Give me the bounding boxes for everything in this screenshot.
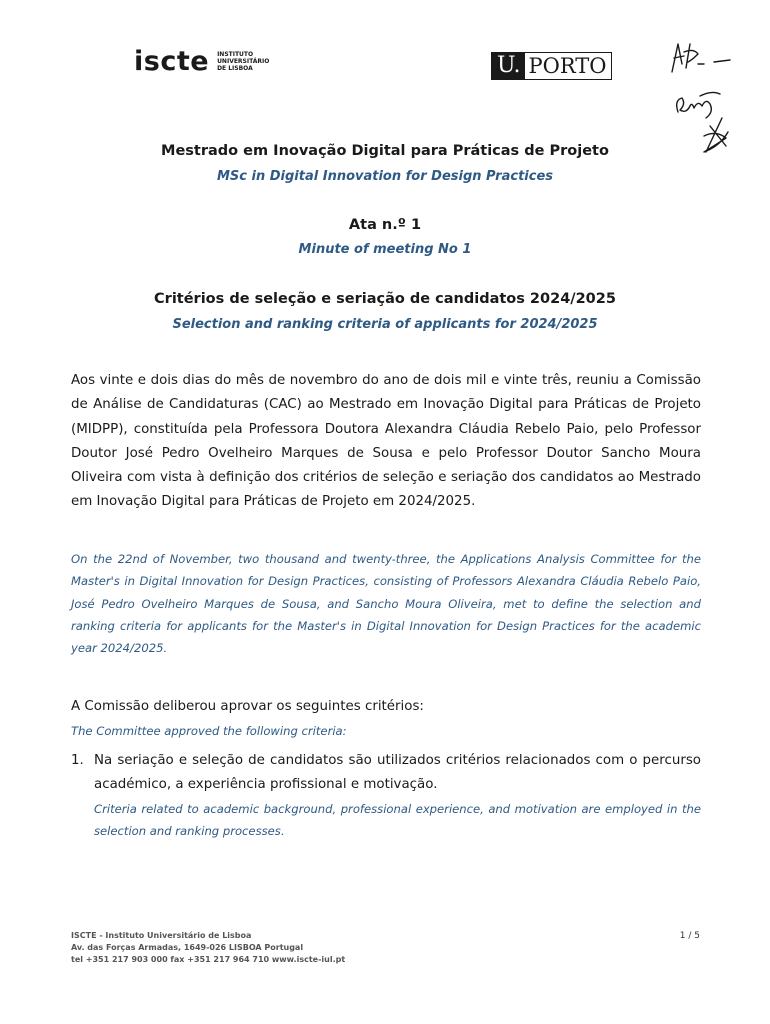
iscte-subtitle-line: UNIVERSITÁRIO — [217, 58, 270, 65]
iscte-subtitle-line: INSTITUTO — [217, 51, 254, 58]
footer-line: tel +351 217 903 000 fax +351 217 964 710 www.iscte-iul.pt — [71, 955, 346, 964]
uporto-logo-text: PORTO — [528, 54, 607, 78]
uporto-logo — [491, 52, 612, 80]
footer-line: ISCTE - Instituto Universitário de Lisboa — [71, 931, 252, 940]
iscte-subtitle — [217, 51, 277, 72]
list-item-text-pt: Na seriação e seleção de candidatos são utilizados critérios relacionados com o percurso académico, a experiência profissional e motivação. — [94, 753, 701, 793]
intro-paragraph-pt: Aos vinte e dois dias do mês de novembro do ano de dois mil e vinte três, reuniu a Comissão de Análise de Candidaturas (CAC) ao Mestrado em Inovação Digital para Práticas de Projeto (MIDPP), constituída pela Professora Doutora Alexandra Cláudia Rebelo Paio, pelo Professor Doutor José Pedro Ovelheiro Marques de Sousa e pelo Professor Doutor Sancho Moura Oliveira com vista à definição dos critérios de seleção e seriação dos candidatos ao Mestrado em Inovação Digital para Práticas de Projeto em 2024/2025. — [71, 373, 701, 510]
program-title-pt: Mestrado em Inovação Digital para Práticas de Projeto — [161, 143, 609, 159]
uporto-logo-letter: U. — [492, 53, 525, 79]
minute-title-en: Minute of meeting No 1 — [298, 242, 472, 257]
footer-line: Av. das Forças Armadas, 1649-026 LISBOA Portugal — [71, 943, 304, 952]
page-number: 1 / 5 — [679, 931, 700, 941]
approved-statement-en: The Committee approved the following criteria: — [71, 724, 347, 738]
approved-statement-pt: A Comissão deliberou aprovar os seguintes critérios: — [71, 699, 424, 714]
intro-paragraph-en: On the 22nd of November, two thousand and twenty-three, the Applications Analysis Committee for the Master's in Digital Innovation for Design Practices, consisting of Professors Alexandra Cláudia Rebelo Paio, José Pedro Ovelheiro Marques de Sousa, and Sancho Moura Oliveira, met to define the selection and ranking criteria for applicants for the Master's in Digital Innovation for Design Practices for the academic year 2024/2025. — [71, 552, 701, 656]
program-title-en: MSc in Digital Innovation for Design Practices — [216, 169, 553, 184]
iscte-logo — [134, 48, 277, 75]
list-item-number: 1. — [71, 753, 84, 768]
criteria-title-en: Selection and ranking criteria of applicants for 2024/2025 — [172, 317, 598, 332]
footer-address — [71, 930, 345, 966]
list-item-text-en: Criteria related to academic background, professional experience, and motivation are employed in the selection and ranking processes. — [94, 802, 701, 839]
iscte-wordmark: iscte — [134, 46, 210, 77]
minute-title-pt: Ata n.º 1 — [348, 217, 422, 233]
iscte-subtitle-line: DE LISBOA — [217, 65, 253, 72]
criteria-title-pt: Critérios de seleção e seriação de candidatos 2024/2025 — [154, 291, 616, 307]
